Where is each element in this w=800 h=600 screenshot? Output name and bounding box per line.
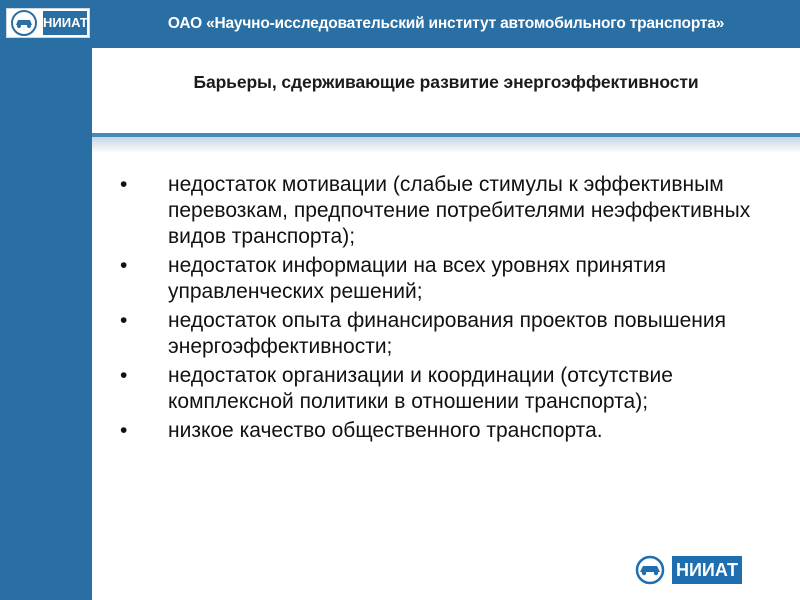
bullet-text: недостаток мотивации (слабые стимулы к эффективным перевозкам, предпочтение потребителями неэффективных видов транспорта); — [168, 173, 751, 248]
car-emblem-icon — [628, 554, 674, 586]
list-item — [120, 418, 800, 444]
list-item — [120, 253, 800, 305]
footer-logo-text: НИИАТ — [672, 556, 742, 584]
bullet-icon: • — [120, 364, 128, 387]
header-bar — [0, 0, 800, 48]
bullet-list — [120, 172, 800, 447]
list-item — [120, 363, 800, 415]
slide-title: Барьеры, сдерживающие развитие энергоэффективности — [193, 72, 699, 92]
list-item — [120, 308, 800, 360]
organization-title: ОАО «Научно-исследовательский институт автомобильного транспорта» — [167, 15, 725, 32]
car-emblem-icon — [8, 9, 42, 37]
bullet-text: недостаток информации на всех уровнях принятия управленческих решений; — [168, 254, 666, 303]
bullet-icon: • — [120, 173, 128, 196]
bullet-icon: • — [120, 309, 128, 332]
left-sidebar-bar — [0, 48, 92, 600]
bullet-icon: • — [120, 419, 128, 442]
footer-logo — [628, 554, 742, 586]
bullet-icon: • — [120, 254, 128, 277]
header-logo — [6, 8, 90, 38]
title-divider — [92, 133, 800, 153]
bullet-text: недостаток организации и координации (отсутствие комплексной политики в отношении транспорта); — [168, 364, 673, 413]
bullet-text: недостаток опыта финансирования проектов повышения энергоэффективности; — [168, 309, 726, 358]
bullet-text: низкое качество общественного транспорта. — [168, 419, 603, 442]
header-logo-text: НИИАТ — [43, 11, 87, 35]
list-item — [120, 172, 800, 250]
